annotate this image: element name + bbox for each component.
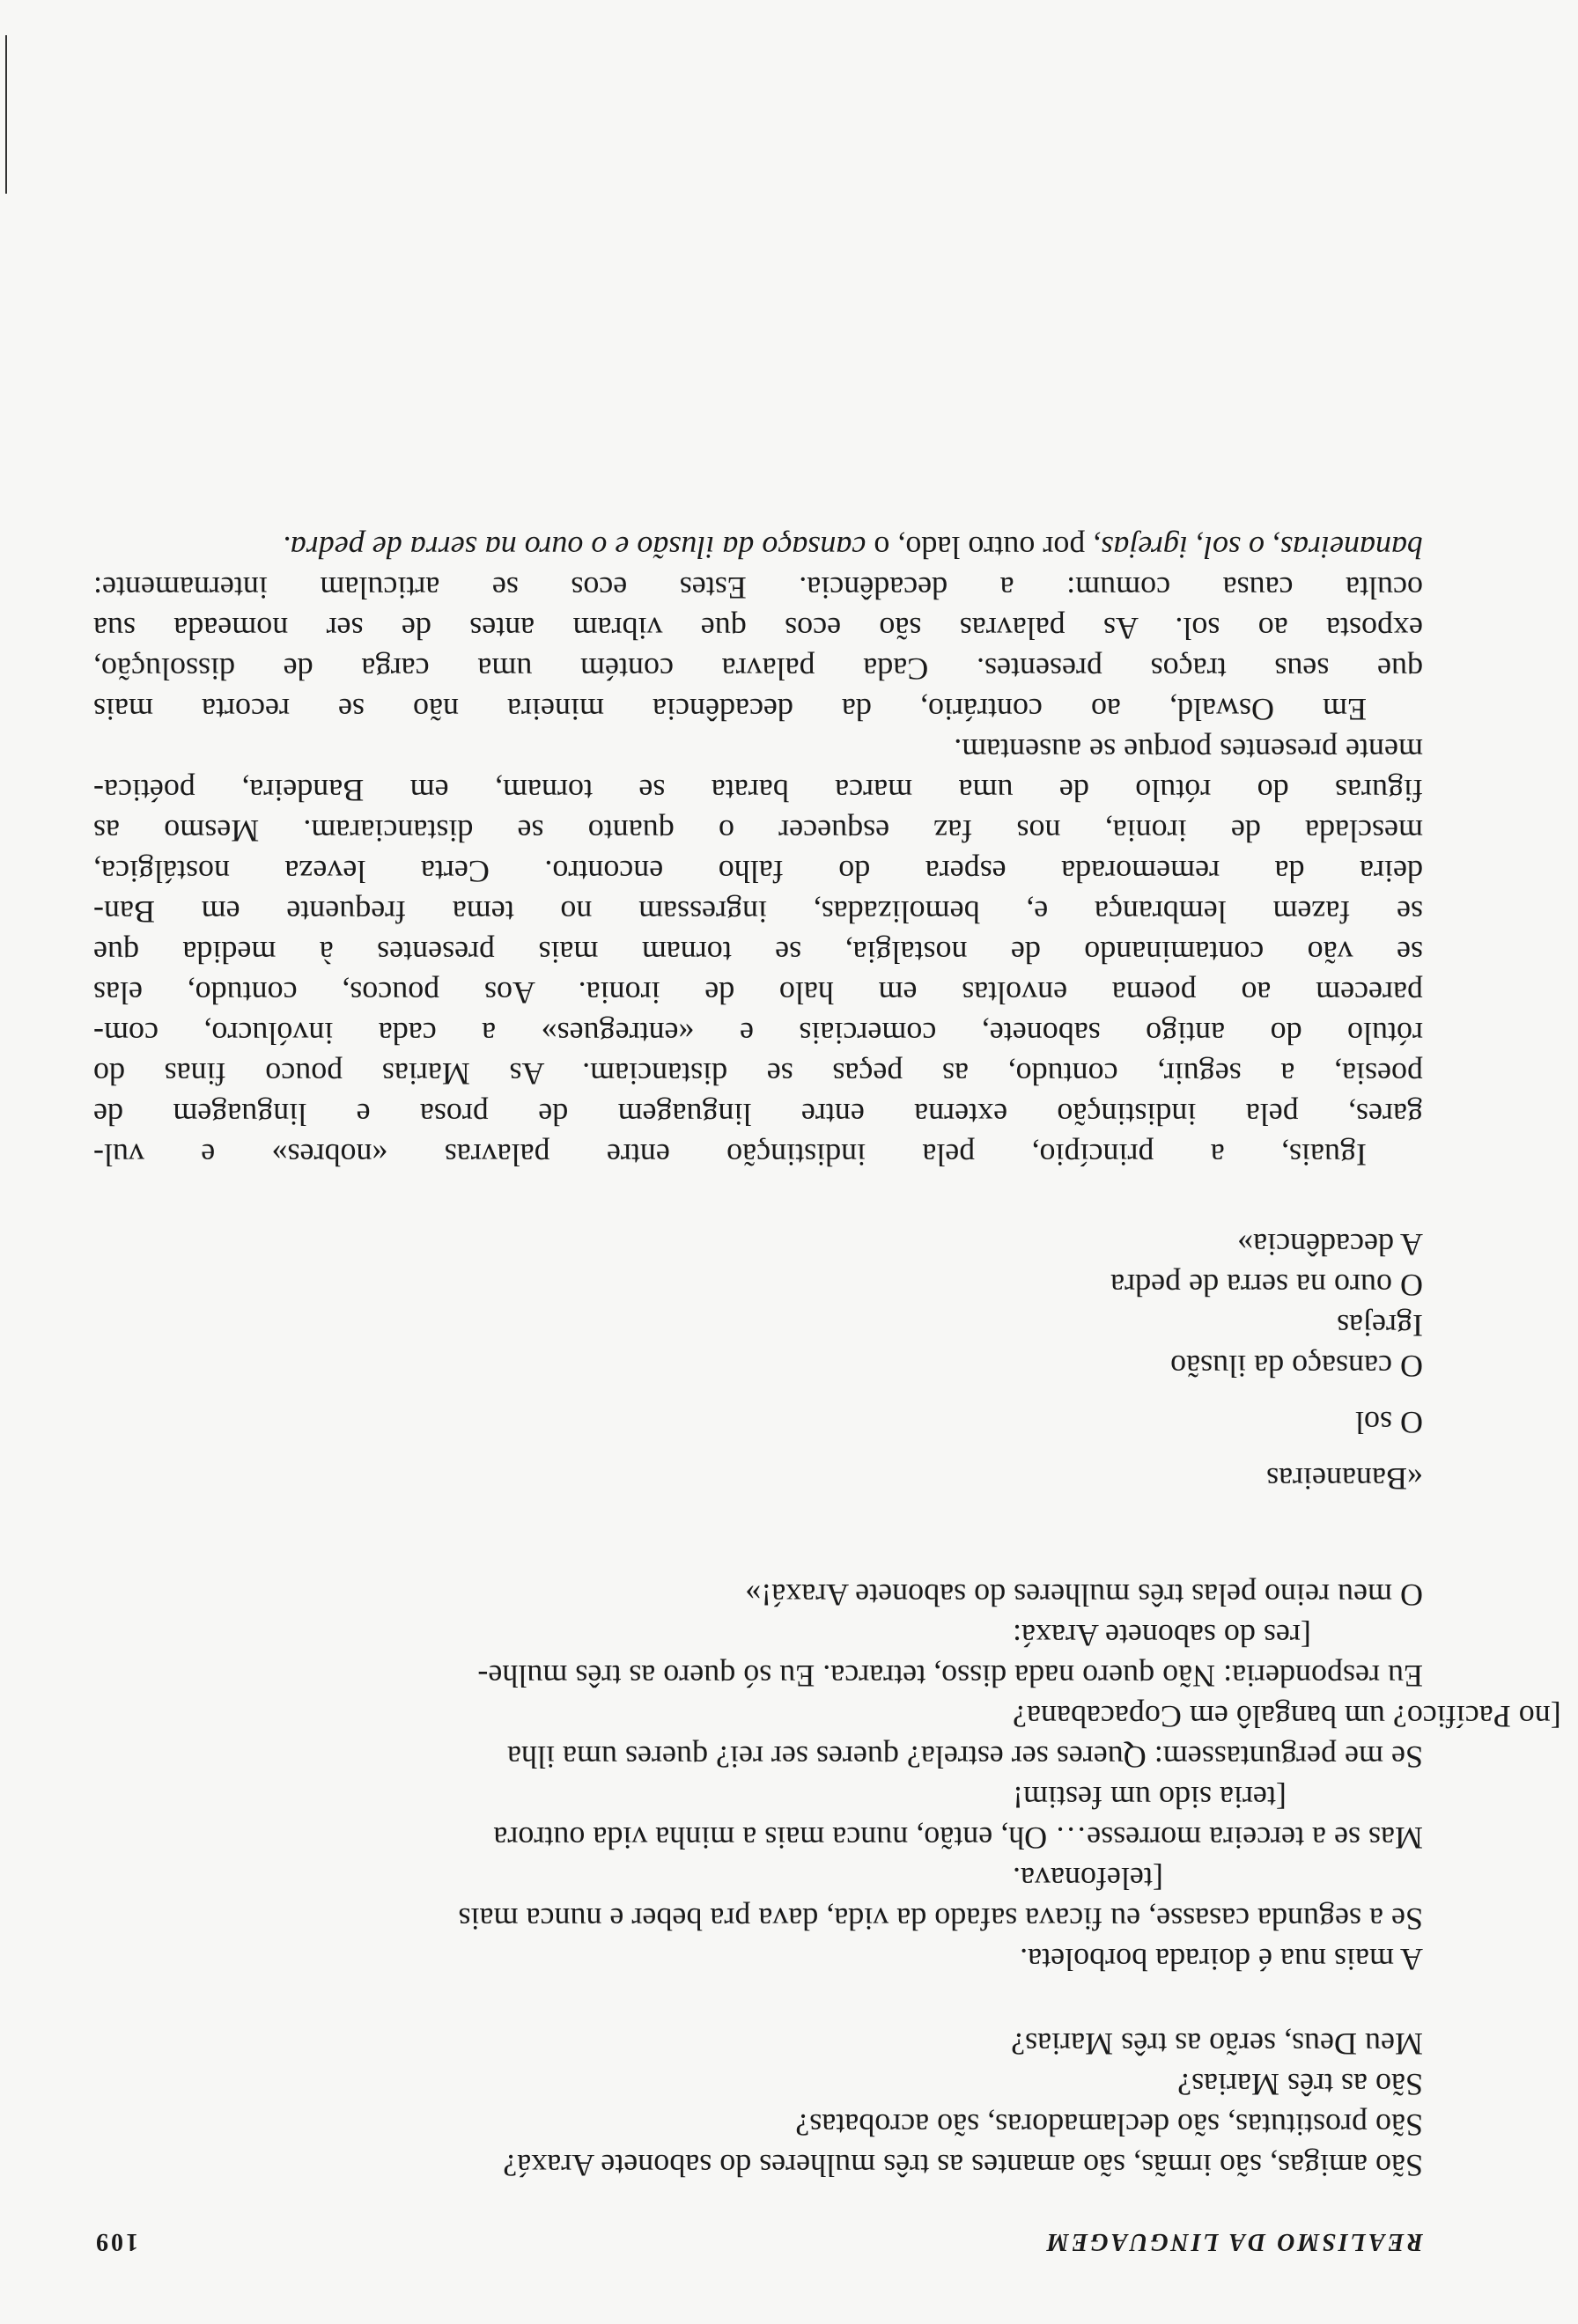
verse-line: O sol [1354,1405,1423,1440]
paragraph-line: gares, pela indistinção externa entre linguagem de prosa e linguagem de [93,1097,1423,1132]
verse-continuation: [telefonava. [1013,1861,1163,1896]
paragraph-line: mesclada de ironia, nos faz esquecer o quanto se distanciaram. Mesmo as [93,813,1423,849]
verse-line: Se a segunda casasse, eu ficava safado da vida, dava pra beber e nunca mais [458,1901,1423,1937]
verse-line: Se me perguntassem: Queres ser estrela? queres ser rei? queres uma ilha [507,1739,1423,1775]
page-header [93,2220,1423,2255]
verse-continuation: [res do sabonete Araxá: [1013,1618,1311,1653]
paragraph-line: se vão contaminando de nostalgia, se tornam mais presentes à medida que [93,935,1423,970]
verse-line: «Bananeiras [1266,1461,1423,1497]
verse-line: Igrejas [1337,1308,1423,1343]
paragraph-line: rótulo do antigo sabonete, comerciais e «entregues» a cada invólucro, com- [93,1016,1423,1051]
verse-line: O meu reino pelas três mulheres do sabonete Araxá!» [745,1578,1423,1613]
verse-line: O ouro na serra de pedra [1110,1268,1423,1303]
paragraph-line: exposta ao sol. As palavras são ecos que vibram antes de ser nomeada sua [93,611,1423,646]
verse-continuation: [no Pacífico? um bangalô em Copacabana? [1013,1699,1561,1734]
verse-line: São prostitutas, são declamadoras, são acrobatas? [795,2107,1423,2143]
paragraph-line: Em Oswald, ao contrário, da decadência mineira não se recorta mais [93,692,1367,727]
paragraph-line: figuras do rótulo de uma marca barata se tornam, em Bandeira, poética- [93,773,1423,808]
plain-text: por outro lado, o [866,530,1094,565]
verse-line: Mas se a terceira morresse… Oh, então, nunca mais a minha vida outrora [493,1820,1423,1856]
italic-quote: cansaço da ilusão e o ouro na serra de pedra. [282,530,866,565]
verse-line: A decadência» [1237,1227,1423,1262]
paragraph-line: parecem ao poema envoltas em halo de ironia. Aos poucos, contudo, elas [93,975,1423,1011]
paragraph-line: poesia, a seguir, contudo, as peças se distanciam. As Marias pouco finas do [93,1056,1423,1092]
italic-quote: bananeiras, o sol, igrejas, [1093,530,1423,565]
paragraph-line: que seus traços presentes. Cada palavra contém uma carga de dissolução, [93,651,1423,687]
paragraph-line: se fazem lembrança e, bemolizadas, ingressam no tema frequente em Ban- [93,894,1423,930]
paragraph-last-line [93,528,1423,567]
verse-line: São amigas, são irmãs, são amantes as três mulheres do sabonete Araxá? [503,2148,1423,2183]
verse-line: Meu Deus, serão as três Marias? [1011,2026,1423,2062]
paragraph-line: oculta causa comum: a decadência. Estes ecos se articulam internamente: [93,570,1423,606]
page-number: 109 [93,2228,138,2255]
verse-line: Eu responderia: Não quero nada disso, tetrarca. Eu só quero as três mulhe- [477,1658,1423,1694]
paragraph-line: deira da rememorada espera do falho encontro. Certa leveza nostálgica, [93,854,1423,889]
verse-line: São as três Marias? [1177,2067,1423,2102]
paragraph-line: mente presentes porque se ausentam. [954,732,1423,768]
page-edge-mark [5,35,7,194]
paragraph-line: Iguais, a princípio, pela indistinção entre palavras «nobres» e vul- [93,1137,1367,1173]
running-title: REALISMO DA LINGUAGEM [1043,2228,1423,2255]
verse-line: O cansaço da ilusão [1170,1349,1423,1384]
verse-continuation: [teria sido um festim! [1013,1780,1287,1815]
verse-line: A mais nua é doirada borboleta. [1020,1942,1423,1977]
